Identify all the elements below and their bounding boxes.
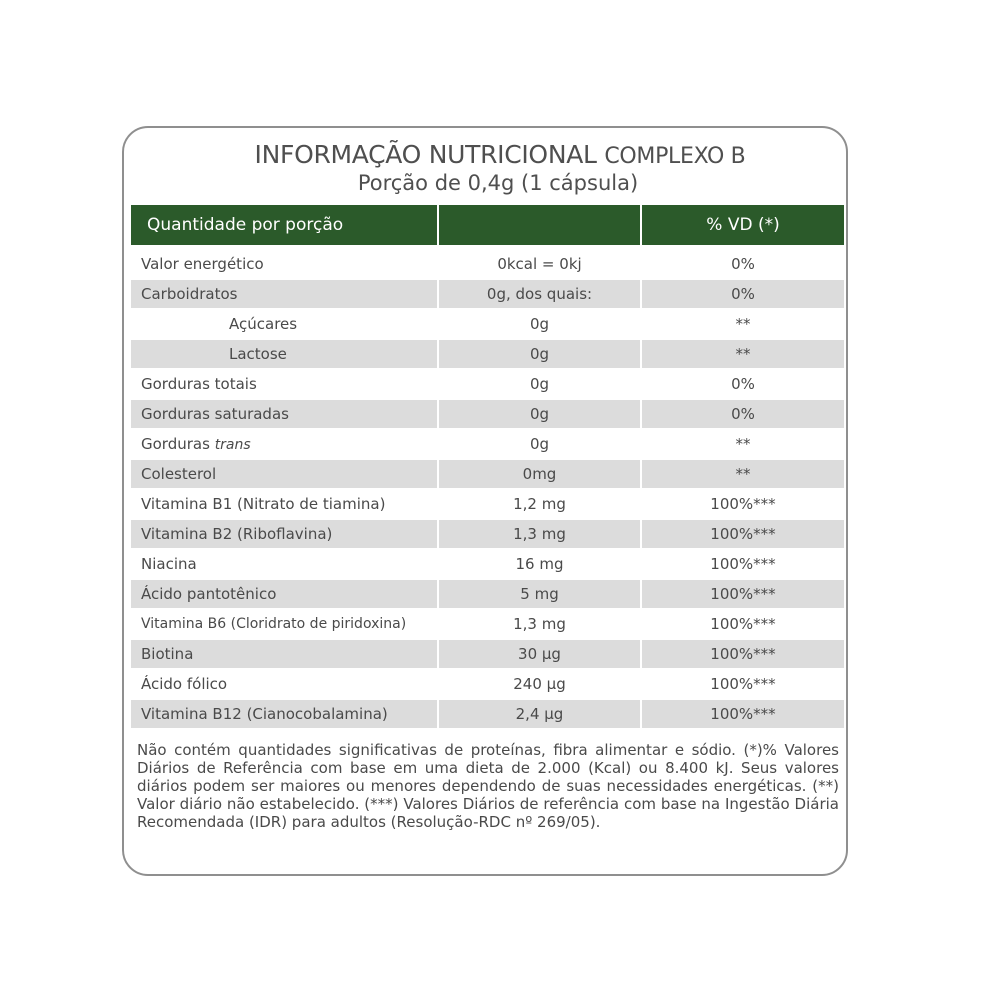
nutrient-amount: 2,4 µg [439,700,640,728]
table-row [131,430,844,460]
nutrient-name [131,340,437,368]
table-row [131,520,844,550]
table-row [131,670,844,700]
nutrient-amount: 0kcal = 0kj [497,255,582,273]
nutrient-daily-value: 0% [642,400,844,428]
nutrient-amount: 0g [439,400,640,428]
table-row [131,280,844,310]
nutrient-daily-value: ** [735,435,751,453]
nutrient-daily-value: 0% [642,280,844,308]
nutrient-name-text: Valor energético [141,255,264,273]
nutrient-name [131,280,437,308]
nutrient-daily-value: ** [735,315,751,333]
nutrient-name-text: Gorduras [141,435,210,453]
nutrient-daily-value: 100%*** [642,640,844,668]
nutrient-amount: 0g, dos quais: [439,280,640,308]
nutrient-name-text: Gorduras totais [141,375,257,393]
nutrient-name [131,610,437,638]
nutrient-name [131,580,437,608]
table-row [131,250,844,280]
nutrient-name [131,670,437,698]
table-row [131,550,844,580]
nutrient-name [131,460,437,488]
nutrient-amount: 30 µg [439,640,640,668]
nutrient-daily-value: 100%*** [710,495,776,513]
nutrient-daily-value: 0% [731,255,755,273]
nutrient-name [131,250,437,278]
table-row [131,310,844,340]
nutrient-daily-value: 100%*** [710,555,776,573]
nutrient-name-text: Biotina [141,645,194,663]
table-row [131,400,844,430]
nutrient-name-italic: trans [214,437,251,453]
nutrient-amount: 0g [439,340,640,368]
nutrient-name [131,310,437,338]
table-row [131,340,844,370]
nutrient-amount: 1,2 mg [513,495,566,513]
nutrition-rows [131,250,844,730]
footnote: Não contém quantidades significativas de proteínas, fibra alimentar e sódio. (*)% Valores Diários de Referência com base em uma dieta de 2.000 (Kcal) ou 8.400 kJ. Seus valores diários podem ser maiores ou menores dependendo de suas necessidades energéticas. (**) Valor diário não estabelecido. (***) Valores Diários de referência com base na Ingestão Diária Recomendada (IDR) para adultos (Resolução-RDC nº 269/05). [137,741,839,831]
table-row [131,370,844,400]
nutrient-amount: 0g [529,315,550,333]
nutrient-name-text: Vitamina B6 (Cloridrato de piridoxina) [141,616,407,632]
table-row [131,460,844,490]
nutrient-name-text: Colesterol [141,465,217,483]
nutrient-daily-value: 100%*** [642,700,844,728]
nutrition-title [0,140,1000,172]
table-row [131,700,844,730]
nutrient-daily-value: 100%*** [710,615,776,633]
nutrient-name [131,370,437,398]
header-amount [439,205,640,245]
nutrient-amount: 0mg [439,460,640,488]
header-quantity-per-portion: Quantidade por porção [131,205,437,245]
title-product: COMPLEXO B [604,144,746,169]
nutrient-name [131,640,437,668]
nutrient-name-text: Lactose [229,345,287,363]
nutrient-name-text: Vitamina B2 (Riboflavina) [141,525,333,543]
table-row [131,580,844,610]
nutrient-amount: 0g [529,435,550,453]
table-row [131,610,844,640]
nutrient-amount: 1,3 mg [513,615,566,633]
nutrient-name [131,430,437,458]
nutrient-amount: 5 mg [439,580,640,608]
nutrient-daily-value: 0% [731,375,755,393]
nutrient-name-text: Ácido pantotênico [141,585,277,603]
nutrient-amount: 16 mg [515,555,564,573]
title-main: INFORMAÇÃO NUTRICIONAL [254,140,597,169]
nutrient-name-text: Açúcares [229,315,298,333]
nutrient-name-text: Gorduras saturadas [141,405,289,423]
nutrient-amount: 1,3 mg [439,520,640,548]
portion-size: Porção de 0,4g (1 cápsula) [357,171,639,195]
nutrient-daily-value: ** [642,340,844,368]
nutrient-name-text: Ácido fólico [141,675,228,693]
nutrient-name [131,400,437,428]
nutrient-amount: 0g [529,375,550,393]
nutrient-daily-value: 100%*** [710,675,776,693]
nutrient-name [131,490,437,518]
nutrient-amount: 240 µg [513,675,566,693]
nutrient-name-text: Vitamina B12 (Cianocobalamina) [141,705,388,723]
header-daily-value: % VD (*) [642,205,844,245]
nutrient-name-text: Niacina [141,555,197,573]
nutrient-name [131,700,437,728]
table-row [131,490,844,520]
nutrient-name [131,520,437,548]
nutrient-daily-value: 100%*** [642,580,844,608]
nutrient-daily-value: 100%*** [642,520,844,548]
nutrient-daily-value: ** [642,460,844,488]
nutrient-name [131,550,437,578]
nutrient-name-text: Vitamina B1 (Nitrato de tiamina) [141,495,386,513]
nutrient-name-text: Carboidratos [141,285,238,303]
table-row [131,640,844,670]
